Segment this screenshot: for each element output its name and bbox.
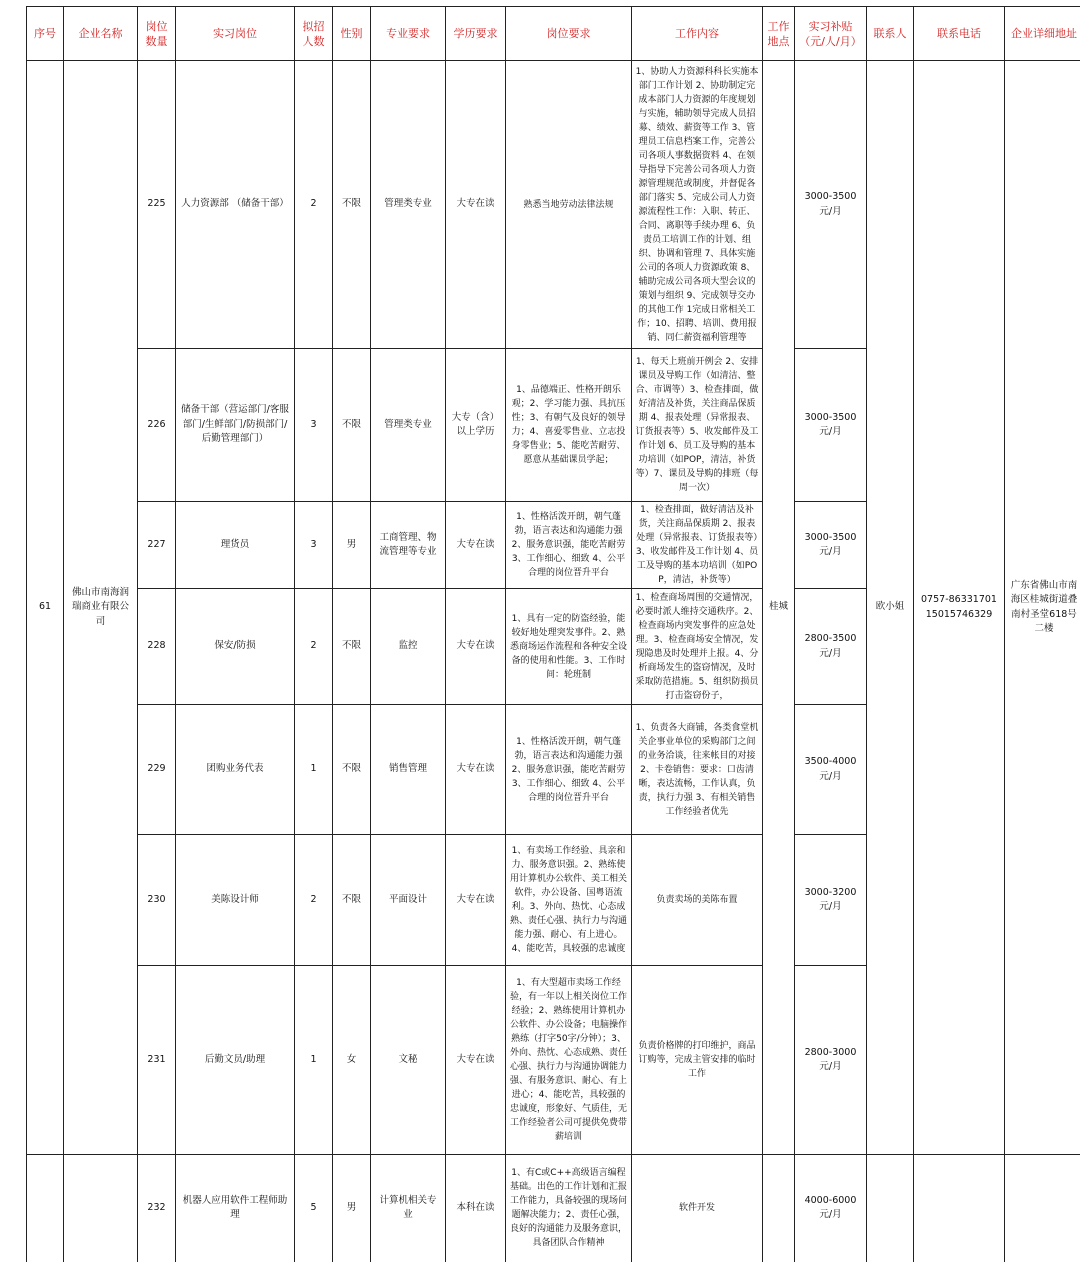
education: 大专在读 — [446, 589, 506, 705]
education: 大专在读 — [446, 61, 506, 349]
hire-count: 3 — [295, 502, 333, 589]
work-content: 软件开发 — [632, 1155, 763, 1262]
major: 管理类专业 — [371, 349, 446, 502]
post-title: 理货员 — [176, 502, 295, 589]
contact-phone: 0757-86331701 15015746329 — [914, 61, 1005, 1155]
major: 文秘 — [371, 966, 446, 1155]
requirements: 1、有卖场工作经验、具亲和力、服务意识强。2、熟练使用计算机办公软件、美工相关软件，办公设备、国粤语流利。3、外向、热忱、心态成熟、责任心强、执行力与沟通能力强、耐心、有上进心。4、能吃苦，具较强的忠诚度 — [506, 835, 632, 966]
subsidy: 2800-3500元/月 — [795, 589, 867, 705]
subsidy: 3500-4000元/月 — [795, 705, 867, 835]
post-number: 232 — [138, 1155, 176, 1262]
major: 监控 — [371, 589, 446, 705]
gender: 不限 — [333, 705, 371, 835]
post-number: 225 — [138, 61, 176, 349]
major: 管理类专业 — [371, 61, 446, 349]
education: 本科在读 — [446, 1155, 506, 1262]
post-title: 保安/防损 — [176, 589, 295, 705]
work-content: 1、检查商场周围的交通情况，必要时派人维持交通秩序。2、检查商场内突发事件的应急处理。3、检查商场安全情况，发现隐患及时处理并上报。4、分析商场发生的盗窃情况，及时采取防范措施。5、组织防损员打击盗窃份子， — [632, 589, 763, 705]
header-major: 专业要求 — [371, 7, 446, 61]
gender: 男 — [333, 1155, 371, 1262]
work-content: 1、检查排面，做好清洁及补货，关注商品保质期 2、报表处理（异常报表、订货报表等）3、收发邮件及工作计划 4、员工及导购的基本功培训（如POP，清洁，补货等） — [632, 502, 763, 589]
work-content: 1、负责各大商铺，各类食堂机关企事业单位的采购部门之间的业务洽谈，往来帐目的对接 2、卡卷销售：要求：口齿清晰，表达流畅，工作认真，负责，执行力强 3、有相关销售工作经验者优先 — [632, 705, 763, 835]
company-seq: 61 — [27, 61, 64, 1155]
header-seq: 序号 — [27, 7, 64, 61]
header-hire-count: 拟招人数 — [295, 7, 333, 61]
post-title: 人力资源部 （储备干部） — [176, 61, 295, 349]
education: 大专在读 — [446, 502, 506, 589]
post-title: 美陈设计师 — [176, 835, 295, 966]
header-company-name: 企业名称 — [64, 7, 138, 61]
table-row — [27, 1155, 1080, 1262]
work-content: 1、协助人力资源科科长实施本部门工作计划 2、协助制定完成本部门人力资源的年度规划与实施，辅助领导完成人员招募、绩效、薪资等工作 3、管理员工信息档案工作，完善公司各项人事数据资料 4、在领导指导下完善公司各项人力资源管理规范或制度，并督促各部门落实 5、完成公司人力资源流程性工作：入职、转正、合同、离职等手续办理 6、负责员工培训工作的计划、组织、协调和管理 7、具体实施公司的各项人力资源政策 8、辅助完成公司各项大型会议的策划与组织 9、完成领导交办的其他工作 1完成日常相关工作；10、招聘、培训、费用报销、同仁薪资福利管理等 — [632, 61, 763, 349]
header-row — [27, 7, 1080, 61]
post-number: 226 — [138, 349, 176, 502]
contact-person: 欧小姐 — [867, 61, 914, 1155]
requirements: 熟悉当地劳动法律法规 — [506, 61, 632, 349]
post-title: 机器人应用软件工程师助理 — [176, 1155, 295, 1262]
education: 大专（含）以上学历 — [446, 349, 506, 502]
requirements: 1、有C或C++高级语言编程基础。出色的工作计划和汇报工作能力，具备较强的现场问题解决能力；2、责任心强，良好的沟通能力及服务意识，具备团队合作精神 — [506, 1155, 632, 1262]
work-content: 负责价格牌的打印维护，商品订购等，完成主管安排的临时工作 — [632, 966, 763, 1155]
education: 大专在读 — [446, 705, 506, 835]
post-number: 231 — [138, 966, 176, 1155]
contact-phone — [914, 1155, 1005, 1262]
company-seq — [27, 1155, 64, 1262]
major: 工商管理、物流管理等专业 — [371, 502, 446, 589]
hire-count: 1 — [295, 966, 333, 1155]
hire-count: 2 — [295, 61, 333, 349]
post-title: 后勤文员/助理 — [176, 966, 295, 1155]
subsidy: 2800-3000元/月 — [795, 966, 867, 1155]
company-name — [64, 1155, 138, 1262]
company-address — [1005, 1155, 1080, 1262]
requirements: 1、性格活泼开朗，朝气蓬勃，语言表达和沟通能力强 2、服务意识强，能吃苦耐劳 3、工作细心、细致 4、公平合理的岗位晋升平台 — [506, 705, 632, 835]
requirements: 1、具有一定的防盗经验，能较好地处理突发事件。2、熟悉商场运作流程和各种安全设备的使用和性能。3、工作时间：轮班制 — [506, 589, 632, 705]
gender: 不限 — [333, 61, 371, 349]
major: 平面设计 — [371, 835, 446, 966]
hire-count: 2 — [295, 835, 333, 966]
work-content: 负责卖场的美陈布置 — [632, 835, 763, 966]
education: 大专在读 — [446, 835, 506, 966]
header-requirements: 岗位要求 — [506, 7, 632, 61]
post-number: 229 — [138, 705, 176, 835]
subsidy: 4000-6000元/月 — [795, 1155, 867, 1262]
work-location: 桂城 — [763, 61, 795, 1155]
header-contact: 联系人 — [867, 7, 914, 61]
hire-count: 5 — [295, 1155, 333, 1262]
gender: 不限 — [333, 349, 371, 502]
subsidy: 3000-3500元/月 — [795, 349, 867, 502]
requirements: 1、有大型超市卖场工作经验，有一年以上相关岗位工作经验；2、熟练使用计算机办公软件、办公设备；电脑操作熟练（打字50字/分钟）；3、外向、热忱、心态成熟、责任心强、执行力与沟通协调能力强、有服务意识、耐心、有上进心；4、能吃苦，具较强的忠诚度，形象好、气质佳，无工作经验者公司可提供免费带薪培训 — [506, 966, 632, 1155]
internship-table — [26, 6, 1080, 1262]
work-location — [763, 1155, 795, 1262]
major: 销售管理 — [371, 705, 446, 835]
requirements: 1、品德端正、性格开朗乐观；2、学习能力强、具抗压性；3、有朝气及良好的领导力；4、喜爱零售业、立志投身零售业；5、能吃苦耐劳、愿意从基础课员学起； — [506, 349, 632, 502]
post-number: 228 — [138, 589, 176, 705]
post-number: 227 — [138, 502, 176, 589]
education: 大专在读 — [446, 966, 506, 1155]
header-education: 学历要求 — [446, 7, 506, 61]
company-address: 广东省佛山市南海区桂城街道叠南村圣堂618号二楼 — [1005, 61, 1080, 1155]
post-title: 储备干部（营运部门/客服部门/生鲜部门/防损部门/后勤管理部门） — [176, 349, 295, 502]
post-number: 230 — [138, 835, 176, 966]
header-location: 工作地点 — [763, 7, 795, 61]
header-post-count: 岗位数量 — [138, 7, 176, 61]
post-title: 团购业务代表 — [176, 705, 295, 835]
hire-count: 2 — [295, 589, 333, 705]
work-content: 1、每天上班前开例会 2、安排课员及导购工作（如清洁、整合、市调等）3、检查排面，做好清洁及补货，关注商品保质期 4、报表处理（异常报表、订货报表等）5、收发邮件及工作计划 6、员工及导购的基本功培训（如POP，清洁，补货等）7、课员及导购的排班（每周一次） — [632, 349, 763, 502]
hire-count: 3 — [295, 349, 333, 502]
header-subsidy: 实习补贴（元/人/月） — [795, 7, 867, 61]
subsidy: 3000-3500元/月 — [795, 502, 867, 589]
table-row — [27, 61, 1080, 349]
header-work-content: 工作内容 — [632, 7, 763, 61]
major: 计算机相关专业 — [371, 1155, 446, 1262]
gender: 不限 — [333, 589, 371, 705]
company-name: 佛山市南海润瑞商业有限公司 — [64, 61, 138, 1155]
header-internship-post: 实习岗位 — [176, 7, 295, 61]
header-address: 企业详细地址 — [1005, 7, 1080, 61]
subsidy: 3000-3200元/月 — [795, 835, 867, 966]
header-phone: 联系电话 — [914, 7, 1005, 61]
gender: 女 — [333, 966, 371, 1155]
gender: 男 — [333, 502, 371, 589]
hire-count: 1 — [295, 705, 333, 835]
header-gender: 性别 — [333, 7, 371, 61]
subsidy: 3000-3500元/月 — [795, 61, 867, 349]
requirements: 1、性格活泼开朗，朝气蓬勃，语言表达和沟通能力强 2、服务意识强，能吃苦耐劳 3、工作细心、细致 4、公平合理的岗位晋升平台 — [506, 502, 632, 589]
gender: 不限 — [333, 835, 371, 966]
contact-person — [867, 1155, 914, 1262]
